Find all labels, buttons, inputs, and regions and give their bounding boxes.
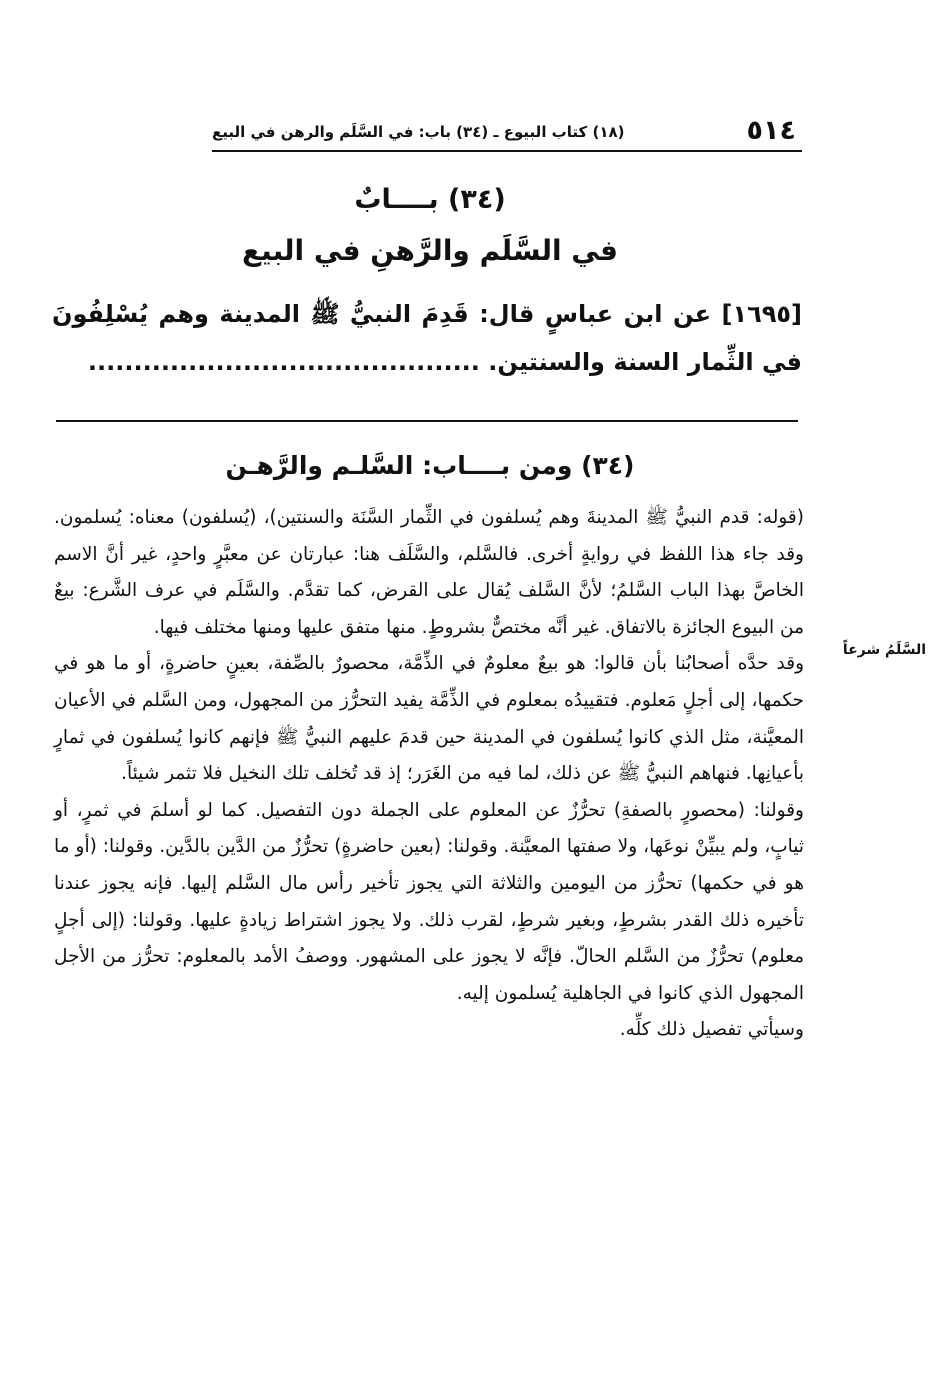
- hadith-ellipsis: ...........................................: [87, 348, 480, 376]
- header-rule: [212, 150, 802, 152]
- chapter-title: في السَّلَم والرَّهنِ في البيع: [242, 234, 618, 267]
- running-header: [212, 112, 800, 150]
- page-number: ٥١٤: [746, 115, 796, 146]
- commentary-paragraph: وقد حدَّه أصحابُنا بأن قالوا: هو بيعٌ معلومٌ في الذِّمَّة، محصورٌ بالصِّفة، بعينٍ حاضرةٍ، أو ما هو في حكمها، إلى أجلٍ مَعلوم. فتقييدُه بمعلوم في الذِّمَّة يفيد التحرُّز من المجهول، ومن السَّلم في الأعيان المعيَّنة، مثل الذي كانوا يُسلفون في المدينة حين قدمَ عليهم النبيُّ ﷺ فإنهم كانوا يُسلفون في ثمارٍ بأعيانِها. فنهاهم النبيُّ ﷺ عن ذلك، لما فيه من الغَرَر؛ إذ قد تُخلف تلك النخيل فلا تثمر شيئاً.: [54, 653, 804, 785]
- margin-note: السَّلَمُ شرعاً: [842, 642, 926, 658]
- commentary-paragraph: وقولنا: (محصورٍ بالصفةِ) تحرُّزٌ عن المعلوم على الجملة دون التفصيل. كما لو أسلمَ في ثمرٍ، أو ثيابٍ، ولم يبيِّنْ نوعَها، ولا صفتها المعيَّنة. وقولنا: (بعين حاضرةٍ) تحرُّزٌ من الدَّين بالدَّين. وقولنا: (أو ما هو في حكمها) تحرُّز من اليومين والثلاثة التي يجوز تأخير رأس مال السَّلم إليها. فإنه يجوز عندنا تأخيره ذلك القدر بشرطٍ، وبغير شرطٍ، لقرب ذلك. ولا يجوز اشتراط زيادةٍ عليها. وقولنا: (إلى أجلٍ معلوم) تحرُّزٌ من السَّلم الحالّ. فإنَّه لا يجوز على المشهور. ووصفُ الأمد بالمعلوم: تحرُّز من الأجل المجهول الذي كانوا في الجاهلية يُسلمون إليه.: [54, 799, 804, 1004]
- hadith-body: [١٦٩٥] عن ابن عباسٍ قال: قَدِمَ النبيُّ ﷺ المدينة وهم يُسْلِفُونَ في الثِّمار السنة والسنتين.: [52, 300, 802, 376]
- hadith-text: [52, 290, 802, 386]
- chapter-number: (٣٤) بــــابٌ: [354, 184, 506, 215]
- commentary-paragraph: وسيأتي تفصيل ذلك كلِّه.: [619, 1019, 804, 1041]
- section-divider: [56, 420, 798, 422]
- commentary-paragraph: (قوله: قدم النبيُّ ﷺ المدينةَ وهم يُسلفون في الثِّمار السَّنَة والسنتين)، (يُسلفون) معناه: يُسلمون. وقد جاء هذا اللفظ في روايةٍ أخرى. فالسَّلم، والسَّلَف هنا: عبارتان عن معبَّرٍ واحدٍ، غير أنَّ الاسم الخاصَّ بهذا الباب السَّلمُ؛ لأنَّ السَّلف يُقال على القرض، كما تقدَّم. والسَّلَم في عرف الشَّرع: بيعٌ من البيوع الجائزة بالاتفاق. غير أنَّه مختصٌّ بشروطٍ. منها متفق عليها ومنها مختلف فيها.: [54, 507, 804, 638]
- commentary-body: [54, 500, 804, 1049]
- commentary-heading: (٣٤) ومن بــــاب: السَّلـم والرَّهـن: [225, 451, 635, 480]
- running-title: (١٨) كتاب البيوع ـ (٣٤) باب: في السَّلَم والرهن في البيع: [212, 123, 625, 141]
